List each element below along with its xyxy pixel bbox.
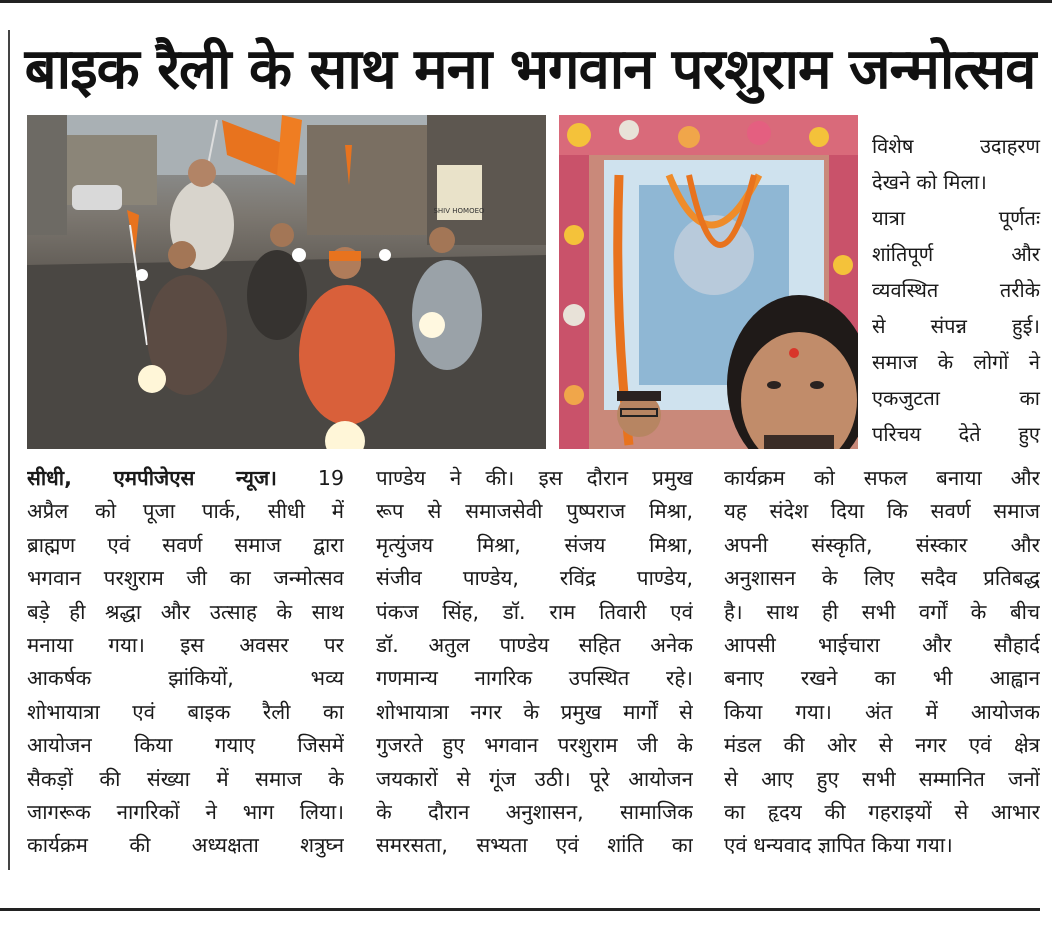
side-line: से संपन्न हुई। <box>872 314 1040 338</box>
bike-rally-illustration <box>27 115 546 449</box>
side-line: शांतिपूर्ण और <box>872 242 1040 266</box>
article-line: यह संदेश दिया कि सवर्ण समाज <box>724 499 1040 524</box>
top-rule <box>0 0 1052 3</box>
article-line: मंडल की ओर से नगर एवं क्षेत्र <box>724 733 1040 758</box>
article-line: भगवान परशुराम जी का जन्मोत्सव <box>27 566 344 591</box>
headline: बाइक रैली के साथ मना भगवान परशुराम जन्मोत्सव <box>24 37 1036 102</box>
article-line: है। साथ ही सभी वर्गों के बीच <box>724 599 1040 624</box>
article-column-2 <box>376 462 693 863</box>
article-line: का हृदय की गहराइयों से आभार <box>724 800 1040 825</box>
article-line: गणमान्य नागरिक उपस्थित रहे। <box>376 666 693 691</box>
article-line: संजीव पाण्डेय, रविंद्र पाण्डेय, <box>376 566 693 591</box>
article-line: अनुशासन के लिए सदैव प्रतिबद्ध <box>724 566 1040 591</box>
article-line: जागरूक नागरिकों ने भाग लिया। <box>27 800 344 825</box>
article-line: पंकज सिंह, डॉ. राम तिवारी एवं <box>376 599 693 624</box>
article-line: मृत्युंजय मिश्रा, संजय मिश्रा, <box>376 532 693 557</box>
article-column-3 <box>724 462 1040 863</box>
article-line: डॉ. अतुल पाण्डेय सहित अनेक <box>376 633 693 658</box>
article-line: एवं धन्यवाद ज्ञापित किया गया। <box>724 833 953 858</box>
article-line: किया गया। अंत में आयोजक <box>724 699 1040 724</box>
article-line: आकर्षक झांकियों, भव्य <box>27 666 344 691</box>
dateline: सीधी, एमपीजेएस न्यूज। <box>27 466 277 490</box>
article-line: शोभायात्रा एवं बाइक रैली का <box>27 699 344 724</box>
bottom-rule <box>0 908 1040 911</box>
shrine-photo <box>559 115 858 449</box>
article-line: कार्यक्रम की अध्यक्षता शत्रुघ्न <box>27 833 344 858</box>
article-line: समरसता, सभ्यता एवं शांति का <box>376 833 693 858</box>
article-line-text: 19 <box>276 466 344 490</box>
shrine-illustration <box>559 115 858 449</box>
article-line: गुजरते हुए भगवान परशुराम जी के <box>376 733 693 758</box>
side-line: यात्रा पूर्णतः <box>872 206 1040 230</box>
article-line: से आए हुए सभी सम्मानित जनों <box>724 766 1040 791</box>
article-line: रूप से समाजसेवी पुष्पराज मिश्रा, <box>376 499 693 524</box>
side-line: व्यवस्थित तरीके <box>872 278 1040 302</box>
article-line: बड़े ही श्रद्धा और उत्साह के साथ <box>27 599 344 624</box>
side-line: देखने को मिला। <box>872 170 987 194</box>
article-line: आयोजन किया गयाए जिसमें <box>27 733 344 758</box>
article-line: मनाया गया। इस अवसर पर <box>27 633 344 658</box>
article-line: आपसी भाईचारा और सौहार्द <box>724 633 1040 658</box>
article-line: अप्रैल को पूजा पार्क, सीधी में <box>27 499 344 524</box>
article-line: शोभायात्रा नगर के प्रमुख मार्गों से <box>376 699 693 724</box>
article-line: पाण्डेय ने की। इस दौरान प्रमुख <box>376 466 693 490</box>
side-line: परिचय देते हुए <box>872 422 1040 446</box>
side-column-text <box>872 128 1040 452</box>
article-line: के दौरान अनुशासन, सामाजिक <box>376 800 693 825</box>
article-line: ब्राह्मण एवं सवर्ण समाज द्वारा <box>27 532 344 557</box>
article-column-1 <box>27 462 344 863</box>
article-line: अपनी संस्कृति, संस्कार और <box>724 532 1040 557</box>
article-line: कार्यक्रम को सफल बनाया और <box>724 466 1040 490</box>
article-line: सैकड़ों की संख्या में समाज के <box>27 766 344 791</box>
left-column-rule <box>8 30 10 870</box>
article-line: जयकारों से गूंज उठी। पूरे आयोजन <box>376 766 693 791</box>
side-line: समाज के लोगों ने <box>872 350 1040 374</box>
article-line <box>27 462 344 495</box>
bike-rally-photo <box>27 115 546 449</box>
article-line: बनाए रखने का भी आह्वान <box>724 666 1040 691</box>
side-line: विशेष उदाहरण <box>872 134 1040 158</box>
side-line: एकजुटता का <box>872 386 1040 410</box>
shop-sign-text: SHIV HOMOEO <box>433 207 485 215</box>
